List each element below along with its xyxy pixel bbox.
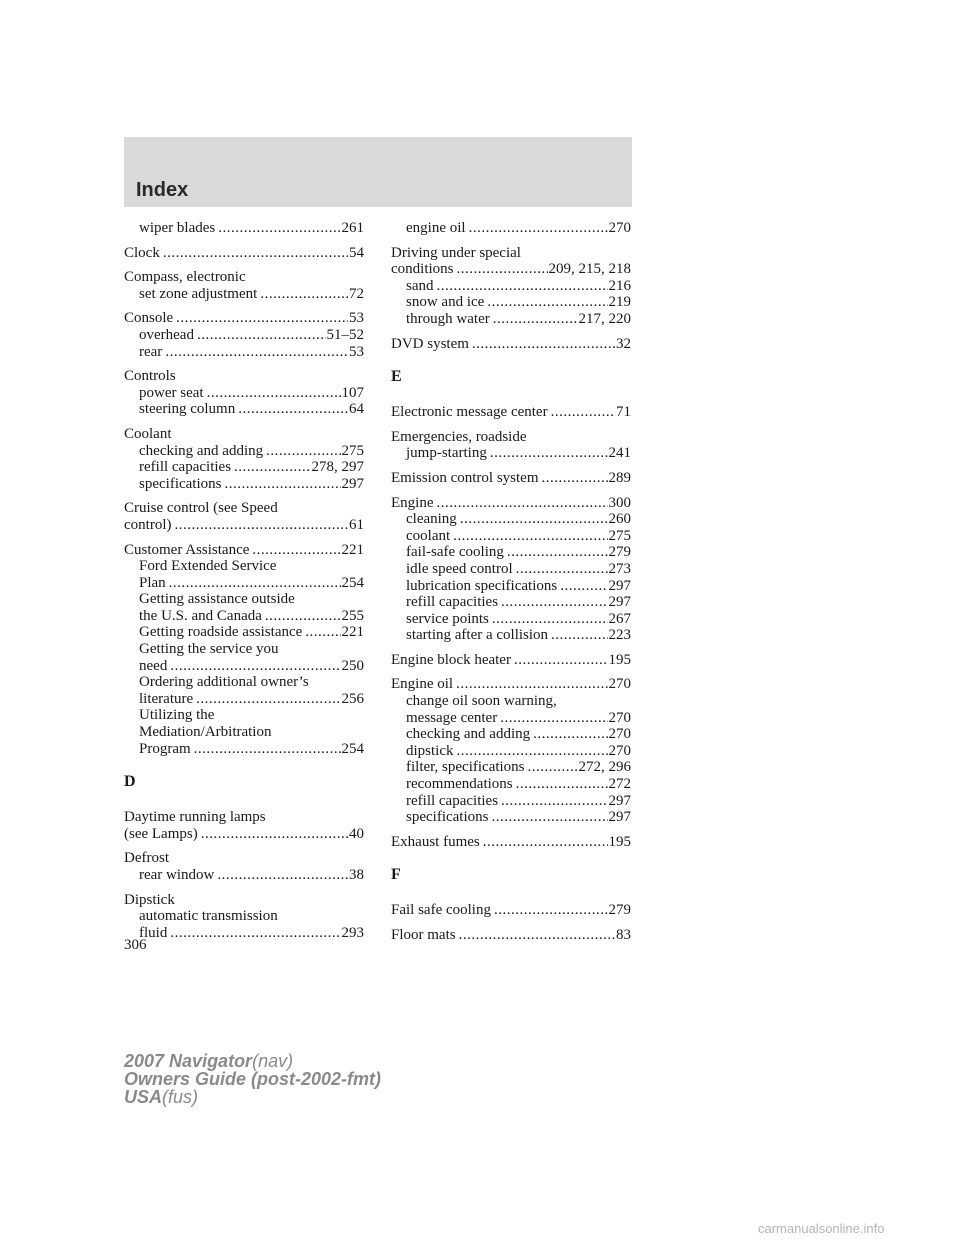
entry-term: Exhaust fumes (391, 833, 480, 850)
entry-term: coolant (406, 527, 451, 544)
entry-page-ref: 289 (608, 469, 631, 486)
index-subentry-line (124, 724, 364, 741)
entry-page-ref: 254 (341, 740, 364, 757)
index-letter-heading: F (391, 866, 401, 884)
dot-leader (305, 624, 340, 641)
dot-leader (170, 658, 340, 675)
index-entry (391, 336, 631, 353)
entry-term: Coolant (124, 425, 172, 442)
entry-term: Customer Assistance (124, 541, 250, 558)
entry-page-ref: 64 (349, 401, 364, 418)
entry-term: Engine (391, 494, 434, 511)
index-subentry-line (391, 809, 631, 826)
index-entry (124, 809, 364, 842)
index-entry-line (391, 404, 631, 421)
index-subentry-line (391, 278, 631, 295)
entry-term: recommendations (406, 776, 513, 793)
index-subentry-line (391, 544, 631, 561)
entry-term: Dipstick (124, 891, 175, 908)
entry-page-ref: 297 (608, 594, 631, 611)
index-entry-line (124, 892, 364, 909)
dot-leader (194, 741, 341, 758)
entry-page-ref: 255 (341, 607, 364, 624)
entry-page-ref: 107 (341, 384, 364, 401)
entry-page-ref: 40 (349, 825, 364, 842)
entry-page-ref: 72 (349, 285, 364, 302)
entry-term: Getting the service you (139, 641, 279, 658)
index-entry-line (391, 652, 631, 669)
index-entry-line (124, 269, 364, 286)
index-entry-line (391, 470, 631, 487)
index-entry-line (124, 368, 364, 385)
entry-term: Emission control system (391, 469, 539, 486)
dot-leader (176, 310, 348, 327)
entry-term: Daytime running lamps (124, 809, 266, 826)
dot-leader (457, 261, 548, 278)
index-entry (391, 495, 631, 644)
index-subentry-line (124, 401, 364, 418)
dot-leader (260, 286, 348, 303)
index-entry-line (124, 517, 364, 534)
index-subentry-line (124, 558, 364, 575)
index-entry (391, 902, 631, 919)
index-entry-line (391, 902, 631, 919)
entry-term: service points (406, 610, 489, 627)
entry-page-ref: 219 (608, 294, 631, 311)
entry-term: literature (139, 690, 194, 707)
entry-page-ref: 209, 215, 218 (548, 261, 631, 278)
dot-leader (252, 542, 340, 559)
entry-term: engine oil (406, 220, 466, 236)
index-letter-heading: E (391, 368, 402, 386)
dot-leader (238, 401, 348, 418)
index-subentry-line (391, 759, 631, 776)
index-subentry-line (391, 693, 631, 710)
index-subentry-line (124, 476, 364, 493)
entry-page-ref: 195 (608, 651, 631, 668)
entry-page-ref: 53 (349, 343, 364, 360)
index-subentry-line (124, 459, 364, 476)
dot-leader (174, 517, 348, 534)
entry-term: filter, specifications (406, 759, 525, 776)
entry-term: idle speed control (406, 560, 513, 577)
entry-term: automatic transmission (139, 908, 278, 925)
entry-term: DVD system (391, 335, 469, 352)
entry-term: sand (406, 277, 434, 294)
index-subentry-line (124, 591, 364, 608)
entry-term: Console (124, 310, 174, 327)
index-subentry-line (124, 658, 364, 675)
index-entry (391, 470, 631, 487)
index-subentry-line (124, 327, 364, 344)
entry-term: refill capacities (139, 459, 232, 476)
entry-term: specifications (139, 475, 222, 492)
entry-term: Clock (124, 244, 160, 261)
dot-leader (490, 445, 608, 462)
index-subentry-line (391, 578, 631, 595)
entry-page-ref: 267 (608, 610, 631, 627)
index-entry-line (391, 495, 631, 512)
footer-guide: Owners Guide (post-2002-fmt) (124, 1069, 382, 1089)
entry-page-ref: 71 (616, 404, 631, 421)
entry-page-ref: 221 (341, 541, 364, 558)
index-entry (391, 429, 631, 462)
entry-term: Ordering additional owner’s (139, 674, 309, 691)
dot-leader (224, 476, 340, 493)
index-subentry-line (124, 286, 364, 303)
entry-page-ref: 297 (608, 809, 631, 826)
entry-page-ref: 279 (608, 902, 631, 919)
entry-term: cleaning (406, 511, 457, 528)
entry-term: Cruise control (see Speed (124, 500, 278, 517)
dot-leader (516, 561, 608, 578)
index-column-left (124, 220, 364, 949)
entry-term: fail-safe cooling (406, 544, 504, 561)
entry-page-ref: 51–52 (326, 326, 364, 343)
entry-term: Getting assistance outside (139, 591, 295, 608)
entry-page-ref: 270 (608, 220, 631, 236)
entry-term: Compass, electronic (124, 269, 246, 286)
footer-model: 2007 Navigator (124, 1051, 253, 1071)
index-entry (391, 927, 631, 944)
index-entry (124, 850, 364, 883)
entry-page-ref: 261 (341, 220, 364, 236)
index-entry-line (391, 336, 631, 353)
footer-market: USA (124, 1087, 163, 1107)
entry-term: snow and ice (406, 294, 485, 311)
dot-leader (542, 470, 608, 487)
dot-leader (217, 867, 348, 884)
entry-term: overhead (139, 326, 194, 343)
entry-term: wiper blades (139, 220, 216, 236)
entry-page-ref: 53 (349, 310, 364, 327)
index-entry-line (124, 850, 364, 867)
dot-leader (551, 627, 607, 644)
entry-page-ref: 38 (349, 867, 364, 883)
entry-term: lubrication specifications (406, 577, 558, 594)
dot-leader (491, 809, 607, 826)
entry-term: power seat (139, 384, 204, 401)
dot-leader (266, 443, 340, 460)
entry-page-ref: 256 (341, 690, 364, 707)
dot-leader (533, 726, 607, 743)
index-subentry-line (391, 220, 631, 237)
dot-leader (494, 902, 608, 919)
dot-leader (165, 344, 348, 361)
dot-leader (197, 327, 326, 344)
index-entry-line (124, 245, 364, 262)
index-entry-line (391, 834, 631, 851)
entry-page-ref: 32 (616, 335, 631, 352)
entry-page-ref: 254 (341, 574, 364, 591)
dot-leader (196, 691, 340, 708)
dot-leader (169, 575, 341, 592)
index-subentry-line (391, 594, 631, 611)
index-subentry-line (391, 294, 631, 311)
dot-leader (469, 220, 608, 237)
index-subentry-line (124, 641, 364, 658)
entry-term: checking and adding (139, 442, 264, 459)
entry-term: Defrost (124, 850, 169, 867)
entry-term: change oil soon warning, (406, 693, 557, 710)
footer-market-code: (fus) (162, 1087, 199, 1107)
index-entry (124, 310, 364, 360)
entry-page-ref: 273 (608, 560, 631, 577)
index-entry (124, 269, 364, 302)
index-entry (391, 220, 631, 237)
index-entry (391, 676, 631, 825)
index-entry (124, 368, 364, 418)
index-subentry-line (124, 707, 364, 724)
entry-page-ref: 83 (616, 927, 631, 943)
dot-leader (218, 220, 340, 237)
dot-leader (472, 336, 615, 353)
page-number: 306 (124, 937, 147, 953)
dot-leader (516, 776, 608, 793)
index-entry (124, 220, 364, 237)
entry-page-ref: 275 (341, 442, 364, 459)
dot-leader (528, 759, 578, 776)
entry-page-ref: 297 (608, 577, 631, 594)
entry-term: starting after a collision (406, 627, 549, 644)
index-subentry-line (391, 726, 631, 743)
entry-page-ref: 241 (608, 445, 631, 462)
entry-page-ref: 279 (608, 544, 631, 561)
entry-page-ref: 270 (608, 676, 631, 693)
entry-term: jump-starting (406, 445, 487, 462)
dot-leader (457, 743, 608, 760)
index-subentry-line (124, 674, 364, 691)
dot-leader (560, 578, 607, 595)
index-entry (124, 892, 364, 942)
entry-term: steering column (139, 401, 236, 418)
index-subentry-line (124, 575, 364, 592)
entry-term: Fail safe cooling (391, 902, 491, 919)
index-subentry-line (391, 793, 631, 810)
entry-term: Electronic message center (391, 404, 548, 421)
entry-page-ref: 297 (608, 792, 631, 809)
entry-term: checking and adding (406, 726, 531, 743)
dot-leader (201, 826, 348, 843)
entry-term: Controls (124, 368, 176, 385)
dot-leader (514, 652, 608, 669)
index-subentry-line (124, 867, 364, 884)
entry-term: Plan (139, 574, 166, 591)
entry-page-ref: 61 (349, 516, 364, 533)
dot-leader (437, 495, 608, 512)
entry-term: Mediation/Arbitration (139, 724, 272, 741)
entry-term: need (139, 657, 168, 674)
index-entry-line (391, 676, 631, 693)
entry-page-ref: 250 (341, 657, 364, 674)
entry-term: Utilizing the (139, 707, 215, 724)
entry-page-ref: 221 (341, 624, 364, 641)
index-entry (124, 542, 364, 758)
page-title: Index (136, 179, 189, 201)
dot-leader (487, 294, 607, 311)
index-subentry-line (391, 611, 631, 628)
dot-leader (234, 459, 310, 476)
dot-leader (501, 594, 607, 611)
index-subentry-line (124, 925, 364, 942)
index-subentry-line (124, 443, 364, 460)
index-subentry-line (391, 511, 631, 528)
index-subentry-line (124, 385, 364, 402)
entry-page-ref: 270 (608, 709, 631, 726)
index-letter-heading: D (124, 773, 136, 791)
index-entry (391, 404, 631, 421)
index-subentry-line (391, 311, 631, 328)
entry-term: Emergencies, roadside (391, 428, 527, 445)
dot-leader (493, 311, 578, 328)
entry-term: set zone adjustment (139, 285, 258, 302)
entry-term: Ford Extended Service (139, 558, 277, 575)
entry-page-ref: 270 (608, 742, 631, 759)
entry-term: rear window (139, 867, 215, 883)
entry-term: the U.S. and Canada (139, 607, 262, 624)
dot-leader (456, 676, 607, 693)
dot-leader (437, 278, 608, 295)
index-entry (124, 426, 364, 492)
entry-term: (see Lamps) (124, 825, 198, 842)
dot-leader (459, 927, 615, 944)
entry-page-ref: 270 (608, 726, 631, 743)
index-entry (391, 245, 631, 328)
entry-page-ref: 293 (341, 924, 364, 941)
entry-page-ref: 297 (341, 475, 364, 492)
header-band (124, 137, 632, 207)
entry-page-ref: 278, 297 (311, 459, 364, 476)
entry-term: message center (406, 709, 498, 726)
entry-page-ref: 217, 220 (578, 310, 631, 327)
index-entry (391, 652, 631, 669)
index-subentry-line (391, 776, 631, 793)
index-entry-line (391, 245, 631, 262)
dot-leader (500, 710, 607, 727)
entry-page-ref: 275 (608, 527, 631, 544)
index-subentry-line (391, 710, 631, 727)
entry-page-ref: 195 (608, 833, 631, 850)
dot-leader (551, 404, 615, 421)
footer-model-code: (nav) (252, 1051, 294, 1071)
entry-term: through water (406, 310, 490, 327)
entry-page-ref: 54 (349, 244, 364, 261)
index-subentry-line (124, 344, 364, 361)
index-entry-line (124, 500, 364, 517)
index-subentry-line (391, 528, 631, 545)
index-subentry-line (124, 608, 364, 625)
index-entry (124, 500, 364, 533)
index-subentry-line (124, 908, 364, 925)
index-entry (391, 834, 631, 851)
dot-leader (507, 544, 608, 561)
dot-leader (492, 611, 608, 628)
index-subentry-line (391, 561, 631, 578)
index-column-right (391, 220, 631, 952)
index-subentry-line (391, 445, 631, 462)
index-entry-line (124, 426, 364, 443)
dot-leader (460, 511, 608, 528)
entry-term: Program (139, 740, 191, 757)
index-entry-line (391, 261, 631, 278)
entry-page-ref: 272 (608, 776, 631, 793)
entry-page-ref: 260 (608, 511, 631, 528)
index-subentry-line (391, 743, 631, 760)
index-subentry-line (391, 627, 631, 644)
dot-leader (170, 925, 340, 942)
entry-term: specifications (406, 809, 489, 826)
index-entry-line (391, 927, 631, 944)
index-entry-line (124, 826, 364, 843)
entry-term: dipstick (406, 742, 454, 759)
index-subentry-line (124, 691, 364, 708)
entry-term: control) (124, 516, 172, 533)
index-entry-line (124, 542, 364, 559)
footer-imprint (124, 1052, 381, 1106)
entry-page-ref: 216 (608, 277, 631, 294)
watermark: carmanualsonline.info (758, 1221, 885, 1236)
dot-leader (483, 834, 608, 851)
entry-page-ref: 300 (608, 494, 631, 511)
index-entry-line (124, 310, 364, 327)
entry-term: Engine oil (391, 676, 454, 693)
entry-term: conditions (391, 261, 454, 278)
dot-leader (207, 385, 341, 402)
entry-term: refill capacities (406, 792, 499, 809)
entry-term: Getting roadside assistance (139, 624, 303, 641)
index-subentry-line (124, 741, 364, 758)
dot-leader (265, 608, 341, 625)
entry-term: refill capacities (406, 594, 499, 611)
index-subentry-line (124, 624, 364, 641)
index-entry-line (124, 809, 364, 826)
dot-leader (501, 793, 607, 810)
index-entry-line (391, 429, 631, 446)
index-subentry-line (124, 220, 364, 237)
entry-term: fluid (139, 924, 168, 941)
entry-term: Floor mats (391, 927, 456, 943)
entry-term: Driving under special (391, 244, 521, 261)
index-entry (124, 245, 364, 262)
dot-leader (163, 245, 348, 262)
entry-page-ref: 272, 296 (578, 759, 631, 776)
entry-page-ref: 223 (608, 627, 631, 644)
entry-term: Engine block heater (391, 651, 511, 668)
dot-leader (453, 528, 607, 545)
entry-term: rear (139, 343, 163, 360)
